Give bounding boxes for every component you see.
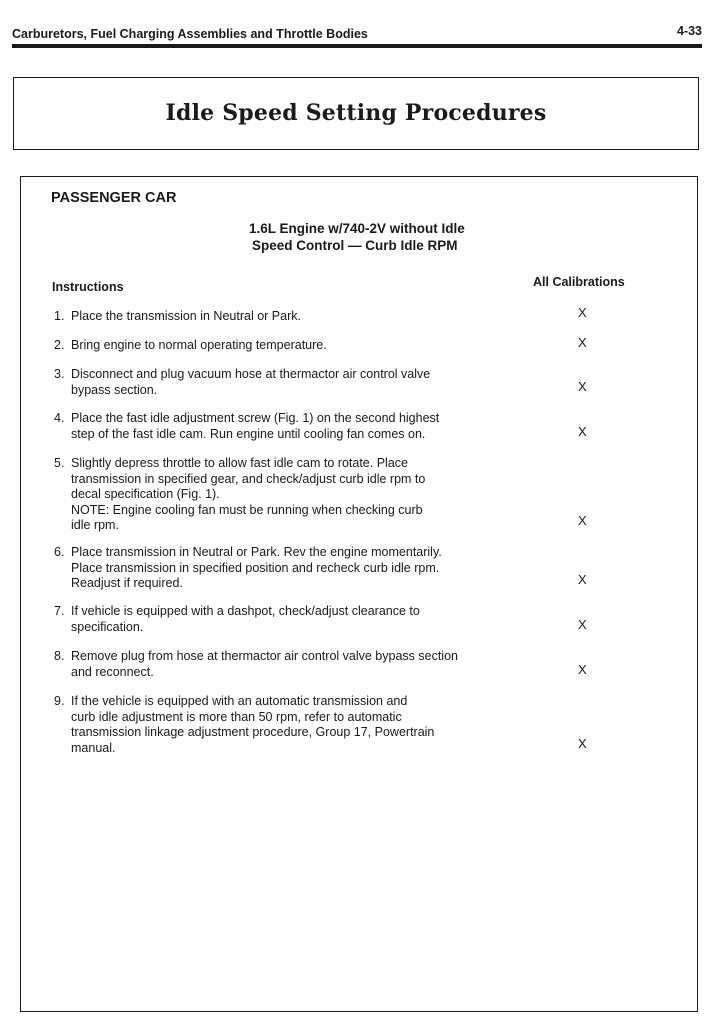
step-line: and reconnect.: [71, 664, 154, 679]
step-number: 7.: [54, 604, 65, 618]
step-line: decal specification (Fig. 1).: [71, 487, 220, 501]
procedure-box: [20, 176, 698, 1012]
step-text: [71, 309, 521, 325]
step-number: 9.: [54, 694, 65, 708]
step-number: 8.: [54, 649, 65, 663]
header-rule: [12, 44, 702, 48]
calibration-mark: X: [578, 424, 587, 439]
subtitle-line-2: Speed Control — Curb Idle RPM: [252, 238, 458, 253]
calibration-mark: X: [578, 379, 587, 394]
step-line: Place transmission in Neutral or Park. Rev the engine momentarily.: [71, 545, 442, 559]
step-number: 4.: [54, 411, 65, 425]
calibration-mark: X: [578, 513, 587, 528]
step-line: transmission in specified gear, and check/adjust curb idle rpm to: [71, 471, 426, 486]
page-header: [12, 24, 702, 44]
step-line: Bring engine to normal operating temperature.: [71, 338, 327, 352]
instructions-column-header: Instructions: [52, 280, 124, 294]
subtitle-line-1: 1.6L Engine w/740-2V without Idle: [249, 221, 465, 236]
header-title: Carburetors, Fuel Charging Assemblies and Throttle Bodies: [12, 27, 368, 41]
step-line: bypass section.: [71, 382, 158, 397]
step-text: [71, 604, 521, 635]
step-text: [71, 456, 521, 534]
step-line: step of the fast idle cam. Run engine until cooling fan comes on.: [71, 426, 426, 441]
step-number: 3.: [54, 367, 65, 381]
step-number: 1.: [54, 309, 65, 323]
step-line: NOTE: Engine cooling fan must be running when checking curb: [71, 502, 423, 517]
step-line: If the vehicle is equipped with an automatic transmission and: [71, 694, 408, 708]
step-line: Place the transmission in Neutral or Park.: [71, 309, 301, 323]
calibrations-column-header: All Calibrations: [533, 275, 625, 289]
calibration-mark: X: [578, 736, 587, 751]
step-text: [71, 338, 521, 354]
calibration-mark: X: [578, 335, 587, 350]
step-text: [71, 367, 521, 398]
procedure-subtitle: [249, 220, 465, 254]
step-line: manual.: [71, 740, 116, 755]
calibration-mark: X: [578, 572, 587, 587]
calibration-mark: X: [578, 662, 587, 677]
step-text: [71, 649, 521, 680]
step-text: [71, 411, 521, 442]
title-box: [13, 77, 699, 150]
step-line: idle rpm.: [71, 518, 119, 532]
section-heading: PASSENGER CAR: [51, 190, 177, 206]
step-line: Readjust if required.: [71, 576, 183, 590]
step-line: Place transmission in specified position and recheck curb idle rpm.: [71, 560, 440, 575]
step-line: Slightly depress throttle to allow fast idle cam to rotate. Place: [71, 456, 408, 470]
calibration-mark: X: [578, 617, 587, 632]
step-text: [71, 545, 521, 592]
step-line: curb idle adjustment is more than 50 rpm, refer to automatic: [71, 709, 402, 724]
step-line: Disconnect and plug vacuum hose at thermactor air control valve: [71, 367, 431, 381]
step-text: [71, 694, 521, 756]
step-number: 5.: [54, 456, 65, 470]
step-line: If vehicle is equipped with a dashpot, check/adjust clearance to: [71, 604, 420, 618]
step-line: Place the fast idle adjustment screw (Fig. 1) on the second highest: [71, 411, 440, 425]
step-line: Remove plug from hose at thermactor air control valve bypass section: [71, 649, 458, 663]
page-number: 4-33: [676, 24, 702, 38]
calibration-mark: X: [578, 305, 587, 320]
step-line: specification.: [71, 619, 144, 634]
step-number: 6.: [54, 545, 65, 559]
step-line: transmission linkage adjustment procedure, Group 17, Powertrain: [71, 725, 435, 739]
step-number: 2.: [54, 338, 65, 352]
page-title: Idle Speed Setting Procedures: [165, 100, 547, 126]
